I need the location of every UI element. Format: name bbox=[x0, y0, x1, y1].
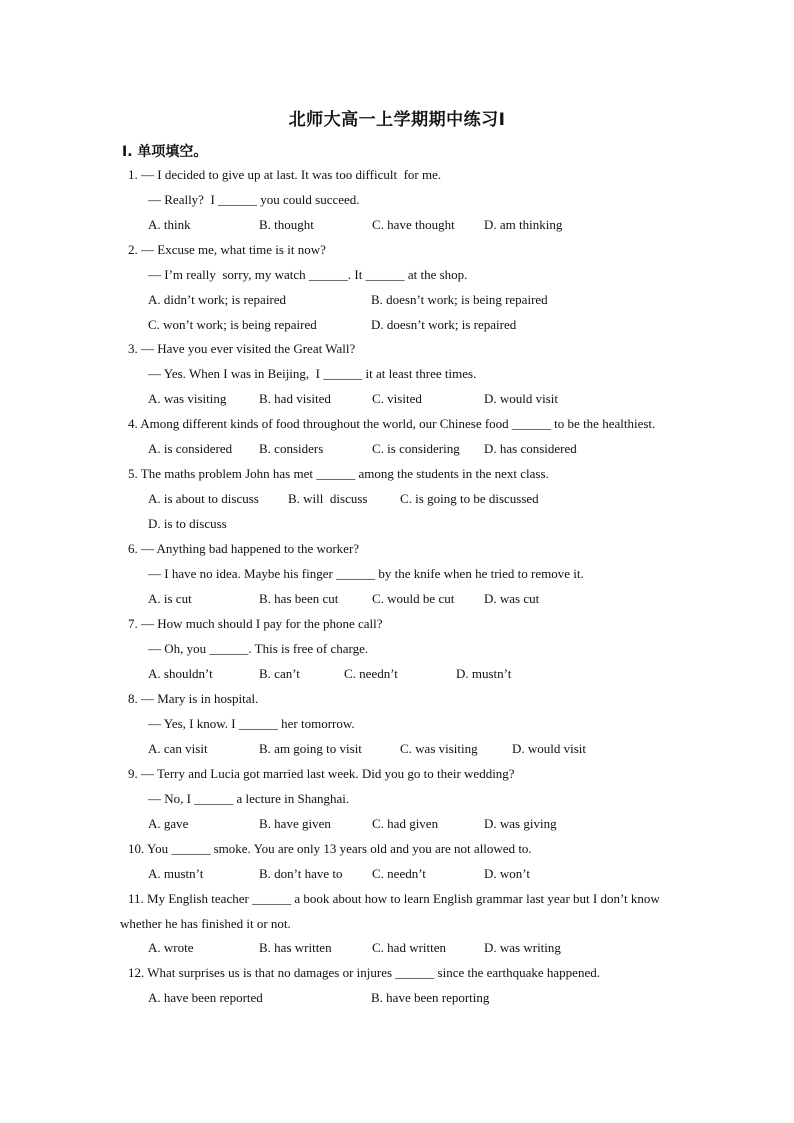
question-1-option-a: A. think bbox=[148, 217, 191, 232]
question-9-option-c: C. had given bbox=[372, 816, 439, 831]
question-9-stem: 9. — Terry and Lucia got married last week. Did you go to their wedding? bbox=[128, 766, 515, 781]
question-4-option-c: C. is considering bbox=[372, 441, 460, 456]
question-3-option-b: B. had visited bbox=[259, 391, 331, 406]
question-7-option-d: D. mustn’t bbox=[456, 666, 512, 681]
question-5-option-a: A. is about to discuss bbox=[148, 491, 259, 506]
question-6-option-d: D. was cut bbox=[484, 591, 540, 606]
page-title: 北师大高一上学期期中练习Ⅰ bbox=[288, 110, 506, 130]
question-3-stem: 3. — Have you ever visited the Great Wall? bbox=[128, 341, 356, 356]
question-5-option-b: B. will discuss bbox=[288, 491, 368, 506]
question-6-stem: 6. — Anything bad happened to the worker? bbox=[128, 541, 360, 556]
question-11-option-c: C. had written bbox=[372, 940, 447, 955]
question-2-option-d: D. doesn’t work; is repaired bbox=[371, 317, 517, 332]
question-11-stem: 11. My English teacher ______ a book about how to learn English grammar last year but I don’t know bbox=[128, 891, 660, 906]
question-8-option-b: B. am going to visit bbox=[259, 741, 362, 756]
question-7-option-b: B. can’t bbox=[259, 666, 300, 681]
question-2-stem: 2. — Excuse me, what time is it now? bbox=[128, 242, 326, 257]
question-8-option-d: D. would visit bbox=[512, 741, 587, 756]
question-10-stem: 10. You ______ smoke. You are only 13 years old and you are not allowed to. bbox=[128, 841, 532, 856]
question-9-reply: — No, I ______ a lecture in Shanghai. bbox=[148, 791, 350, 806]
question-10-option-c: C. needn’t bbox=[372, 866, 426, 881]
question-11-option-d: D. was writing bbox=[484, 940, 561, 955]
section-heading: Ⅰ. 单项填空。 bbox=[122, 144, 208, 160]
question-4-option-d: D. has considered bbox=[484, 441, 577, 456]
question-5-option-c: C. is going to be discussed bbox=[400, 491, 539, 506]
question-10-option-d: D. won’t bbox=[484, 866, 530, 881]
question-1-option-c: C. have thought bbox=[372, 217, 455, 232]
question-9-option-d: D. was giving bbox=[484, 816, 557, 831]
question-8-reply: — Yes, I know. I ______ her tomorrow. bbox=[148, 716, 355, 731]
question-10-option-a: A. mustn’t bbox=[148, 866, 204, 881]
question-1-reply: — Really? I ______ you could succeed. bbox=[148, 192, 360, 207]
question-2-option-c: C. won’t work; is being repaired bbox=[148, 317, 317, 332]
question-10-option-b: B. don’t have to bbox=[259, 866, 343, 881]
question-2-option-b: B. doesn’t work; is being repaired bbox=[371, 292, 548, 307]
question-12-stem: 12. What surprises us is that no damages or injures ______ since the earthquake happened. bbox=[128, 965, 600, 980]
question-11-option-a: A. wrote bbox=[148, 940, 194, 955]
question-6-option-a: A. is cut bbox=[148, 591, 192, 606]
question-3-option-c: C. visited bbox=[372, 391, 422, 406]
question-1-option-b: B. thought bbox=[259, 217, 314, 232]
question-6-option-c: C. would be cut bbox=[372, 591, 455, 606]
question-3-option-a: A. was visiting bbox=[148, 391, 227, 406]
question-7-option-c: C. needn’t bbox=[344, 666, 398, 681]
question-11-option-b: B. has written bbox=[259, 940, 332, 955]
question-5-option-d: D. is to discuss bbox=[148, 516, 227, 531]
question-6-option-b: B. has been cut bbox=[259, 591, 339, 606]
question-3-option-d: D. would visit bbox=[484, 391, 559, 406]
question-7-option-a: A. shouldn’t bbox=[148, 666, 213, 681]
question-4-option-a: A. is considered bbox=[148, 441, 233, 456]
question-2-option-a: A. didn’t work; is repaired bbox=[148, 292, 287, 307]
question-11-continuation: whether he has finished it or not. bbox=[120, 916, 291, 931]
question-9-option-a: A. gave bbox=[148, 816, 189, 831]
question-3-reply: — Yes. When I was in Beijing, I ______ it at least three times. bbox=[148, 366, 477, 381]
question-1-option-d: D. am thinking bbox=[484, 217, 563, 232]
question-1-stem: 1. — I decided to give up at last. It was too difficult for me. bbox=[128, 167, 442, 182]
question-4-option-b: B. considers bbox=[259, 441, 324, 456]
question-6-reply: — I have no idea. Maybe his finger ______ by the knife when he tried to remove it. bbox=[148, 566, 584, 581]
question-2-reply: — I’m really sorry, my watch ______. It ______ at the shop. bbox=[148, 267, 468, 282]
question-9-option-b: B. have given bbox=[259, 816, 331, 831]
question-4-stem: 4. Among different kinds of food throughout the world, our Chinese food ______ to be the healthiest. bbox=[128, 416, 656, 431]
question-8-option-a: A. can visit bbox=[148, 741, 208, 756]
question-8-stem: 8. — Mary is in hospital. bbox=[128, 691, 259, 706]
question-7-stem: 7. — How much should I pay for the phone call? bbox=[128, 616, 383, 631]
question-12-option-a: A. have been reported bbox=[148, 990, 263, 1005]
question-12-option-b: B. have been reporting bbox=[371, 990, 490, 1005]
question-5-stem: 5. The maths problem John has met ______ among the students in the next class. bbox=[128, 466, 549, 481]
question-7-reply: — Oh, you ______. This is free of charge. bbox=[148, 641, 369, 656]
question-8-option-c: C. was visiting bbox=[400, 741, 478, 756]
